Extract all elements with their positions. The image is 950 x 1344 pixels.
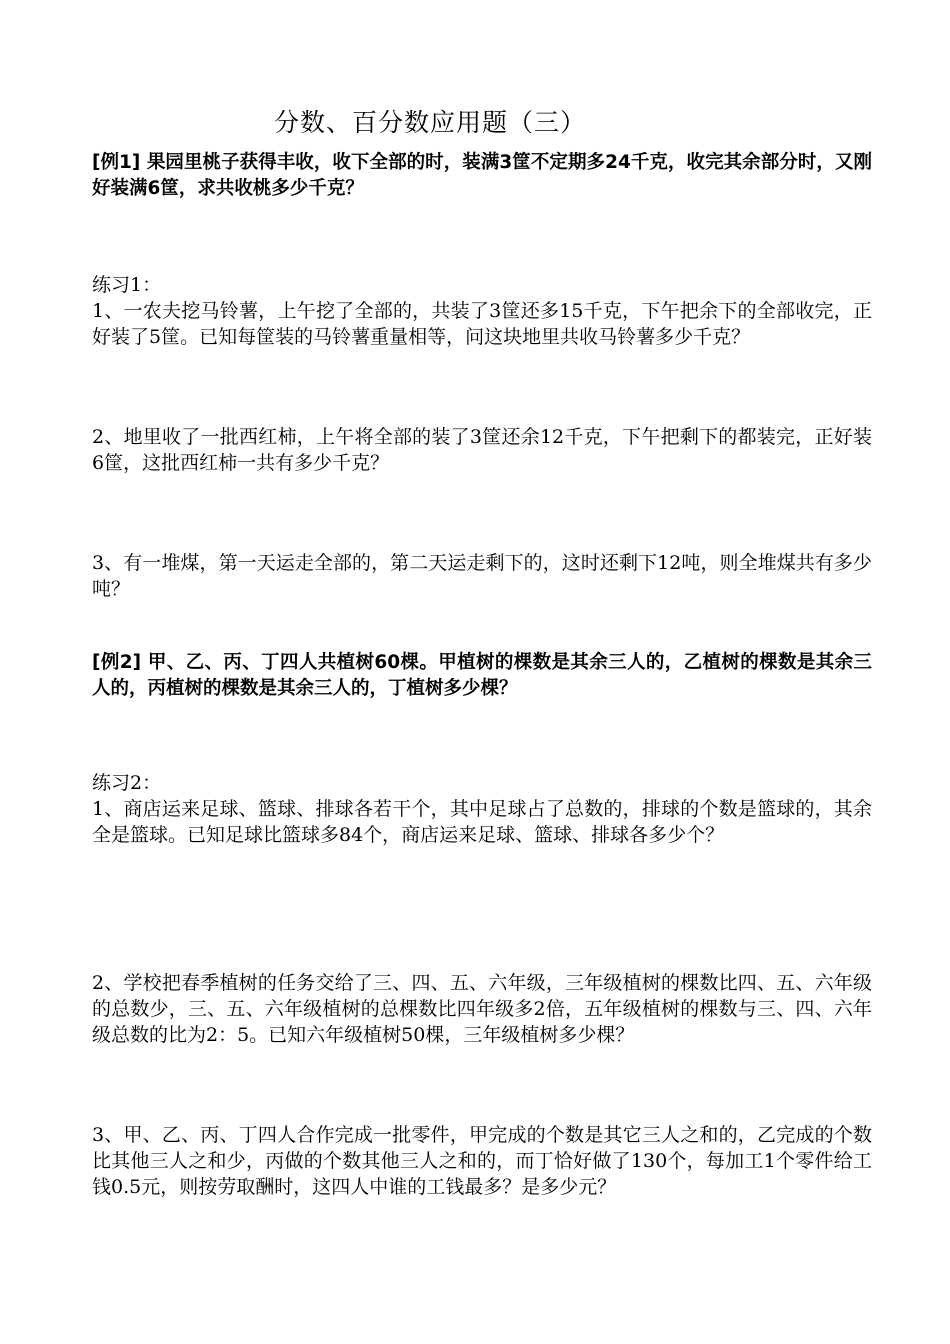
example-1: [例1] 果园里桃子获得丰收，收下全部的时，装满3筐不定期多24千克，收完其余部分时，又刚好装满6筐，求共收桃多少千克？ <box>92 152 872 199</box>
practice-1-question-3: 3、有一堆煤，第一天运走全部的，第二天运走剩下的，这时还剩下12吨，则全堆煤共有多少吨？ <box>92 552 872 600</box>
practice-2-question-3: 3、甲、乙、丙、丁四人合作完成一批零件，甲完成的个数是其它三人之和的，乙完成的个数比其他三人之和少，丙做的个数其他三人之和的，而丁恰好做了130个，每加工1个零件给工钱0.5元，则按劳取酬时，这四人中谁的工钱最多？是多少元？ <box>92 1124 872 1198</box>
practice-1-question-2: 2、地里收了一批西红柿，上午将全部的装了3筐还余12千克，下午把剩下的都装完，正好装6筐，这批西红柿一共有多少千克？ <box>92 426 872 474</box>
practice-2-question-2: 2、学校把春季植树的任务交给了三、四、五、六年级，三年级植树的棵数比四、五、六年级的总数少，三、五、六年级植树的总棵数比四年级多2倍，五年级植树的棵数与三、四、六年级总数的比为2：5。已知六年级植树50棵，三年级植树多少棵？ <box>92 972 872 1046</box>
practice-1-question-1: 1、一农夫挖马铃薯，上午挖了全部的，共装了3筐还多15千克，下午把余下的全部收完，正好装了5筐。已知每筐装的马铃薯重量相等，问这块地里共收马铃薯多少千克？ <box>92 300 872 348</box>
example-2: [例2] 甲、乙、丙、丁四人共植树60棵。甲植树的棵数是其余三人的，乙植树的棵数是其余三人的，丙植树的棵数是其余三人的，丁植树多少棵？ <box>92 652 872 699</box>
practice-2-heading: 练习2： <box>92 772 162 794</box>
practice-1-heading: 练习1： <box>92 274 162 296</box>
practice-2-question-1: 1、商店运来足球、篮球、排球各若干个，其中足球占了总数的，排球的个数是篮球的，其余全是篮球。已知足球比篮球多84个，商店运来足球、篮球、排球各多少个？ <box>92 798 872 846</box>
document-title: 分数、百分数应用题（三） <box>273 108 586 137</box>
